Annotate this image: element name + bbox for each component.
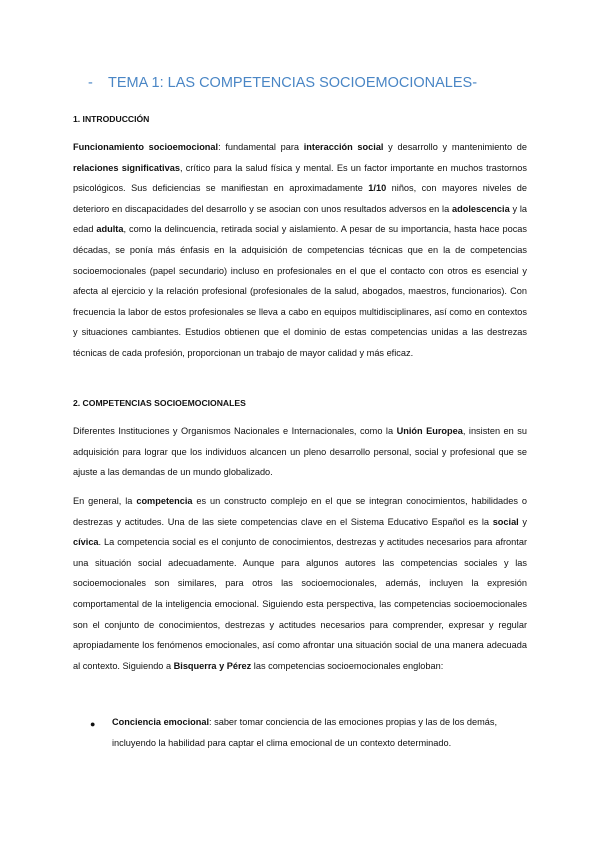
text-run: . La competencia social es el conjunto de conocimientos, destrezas y actitudes necesarios para afrontar una situación social adecuadamente. Aunque para algunos autores las competencias sociales y las socioemocionales son similares, para otros las socioemocionales, además, incluyen la expresión comportamental de la inteligencia emocional. Siguiendo esta perspectiva, las competencias socioemocionales son el conjunto de conocimientos, destrezas y actitudes necesarios para comprender, expresar y regular apropiadamente los fenómenos emocionales, así como afrontar una situación social de una manera adecuada al contexto. Siguiendo a: [73, 537, 527, 671]
bold-term: adulta: [96, 224, 124, 235]
text-run: , insisten en su adquisición para lograr que los individuos alcancen un pleno desarrollo personal, social y profesional que se ajuste a las demandas de un mundo globalizado.: [73, 426, 527, 478]
paragraph-introduccion: [73, 137, 527, 364]
bold-term: interacción social: [303, 142, 384, 152]
text-run: En general, la: [73, 496, 137, 506]
bold-term: 1/10: [368, 183, 387, 194]
bold-term: competencia: [136, 496, 193, 506]
text-run: : saber tomar conciencia de las emociones propias y las de los demás, incluyendo la habilidad para captar el clima emocional de un contexto determinado.: [112, 717, 498, 748]
bold-term: Funcionamiento socioemocional: [73, 142, 219, 152]
bold-term: cívica: [73, 537, 99, 548]
section-heading-competencias: 2. COMPETENCIAS SOCIOEMOCIONALES: [73, 398, 246, 408]
paragraph-instituciones: [73, 421, 527, 483]
text-run: y desarrollo y mantenimiento de: [383, 142, 528, 152]
text-run: niños, con mayores niveles de deterioro en discapacidades del desarrollo y se asocian con unos resultados adversos en la: [73, 183, 527, 214]
bold-term: adolescencia: [451, 203, 510, 214]
title-dash: -: [88, 75, 93, 91]
section-heading-introduccion: 1. INTRODUCCIÓN: [73, 114, 150, 124]
text-run: las competencias socioemocionales engloban:: [251, 660, 444, 671]
bullet-marker: ●: [90, 719, 96, 729]
title-text: TEMA 1: LAS COMPETENCIAS SOCIOEMOCIONALES-: [108, 75, 478, 91]
text-run: y la edad: [73, 203, 527, 235]
bullet-conciencia-emocional: [90, 712, 527, 753]
bold-term: social: [492, 516, 519, 527]
bold-term: Bisquerra y Pérez: [173, 660, 252, 671]
text-run: es un constructo complejo en el que se integran conocimientos, habilidades o destrezas y actitudes. Una de las siete competencias clave en el Sistema Educativo Español es la: [73, 496, 527, 527]
text-run: : fundamental para: [218, 142, 304, 152]
text-run: , como la delincuencia, retirada social y aislamiento. A pesar de su importancia, hasta hace pocas décadas, se ponía más énfasis en la adquisición de competencias técnicas que en la de competencias socioemocionales (papel secundario) incluso en profesionales en el que el contacto con otros es esencial y afecta al ejercicio y la relación profesional (profesionales de la salud, abogados, maestros, funcionarios). Con frecuencia la labor de estos profesionales se lleva a cabo en equipos multidisciplinares, así como en contextos y situaciones cambiantes. Estudios obtienen que el dominio de estas competencias unidas a las destrezas técnicas de cada profesión, proporcionan un trabajo de mayor calidad y más eficaz.: [73, 224, 527, 358]
text-run: , crítico para la salud física y mental. Es un factor importante en muchos trastornos psicológicos. Sus deficiencias se manifiestan en aproximadamente: [73, 162, 527, 194]
paragraph-competencia: [73, 491, 527, 676]
page-title: [88, 75, 528, 91]
text-run: y: [518, 516, 527, 527]
text-run: Diferentes Instituciones y Organismos Nacionales e Internacionales, como la: [73, 426, 397, 436]
bullet-text: [112, 712, 527, 753]
bold-term: Unión Europea: [396, 426, 463, 436]
bold-term: relaciones significativas: [73, 162, 180, 173]
bold-term: Conciencia emocional: [112, 717, 210, 727]
